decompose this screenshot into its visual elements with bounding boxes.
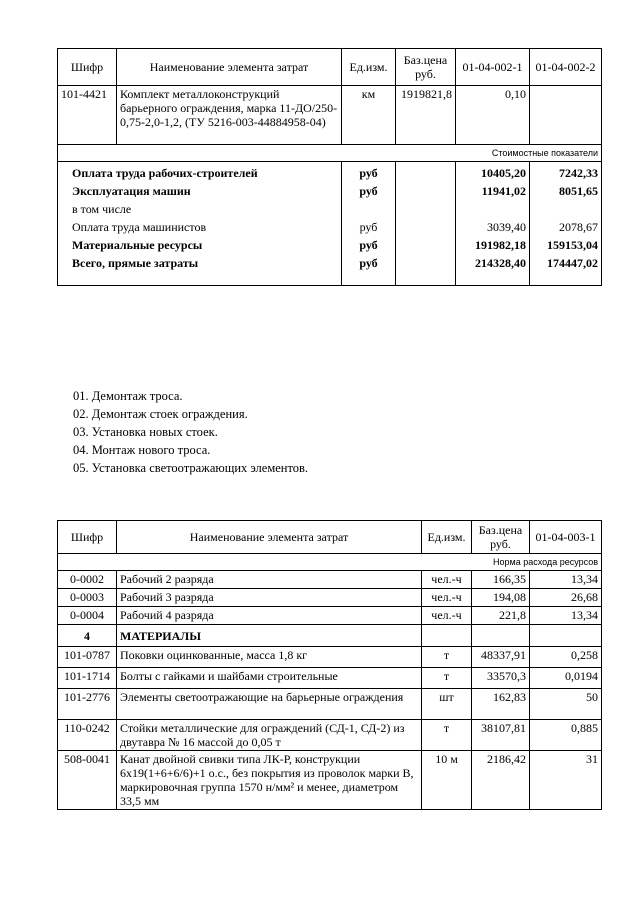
name-cell: Оплата труда машинистов bbox=[58, 219, 342, 237]
code-cell: 0-0004 bbox=[58, 607, 117, 625]
value-cell: 159153,04 bbox=[530, 237, 602, 255]
unit-cell: км bbox=[342, 86, 396, 145]
name-cell: Комплект металлоконструкций барьерного ограждения, марка 11-ДО/250-0,75-2,0-1,2, (ТУ 5216-003-44884958-04) bbox=[117, 86, 342, 145]
price-cell bbox=[396, 183, 456, 201]
value-cell: 13,34 bbox=[530, 571, 602, 589]
price-cell: 48337,91 bbox=[472, 647, 530, 668]
column-header: 01-04-002-1 bbox=[456, 49, 530, 86]
name-cell: Элементы светоотражающие на барьерные ограждения bbox=[117, 689, 422, 720]
section-row bbox=[58, 145, 602, 162]
value-cell: 3039,40 bbox=[456, 219, 530, 237]
unit-cell: чел.-ч bbox=[422, 571, 472, 589]
section-row bbox=[58, 554, 602, 571]
name-cell: Поковки оцинкованные, масса 1,8 кг bbox=[117, 647, 422, 668]
value-cell: 26,68 bbox=[530, 589, 602, 607]
value-cell: 174447,02 bbox=[530, 255, 602, 273]
value-cell: 50 bbox=[530, 689, 602, 720]
value-cell: 7242,33 bbox=[530, 162, 602, 184]
works-list bbox=[73, 387, 308, 477]
value-cell: 13,34 bbox=[530, 607, 602, 625]
name-cell: Оплата труда рабочих-строителей bbox=[58, 162, 342, 184]
work-item: 05. Установка светоотражающих элементов. bbox=[73, 461, 309, 475]
price-cell bbox=[396, 162, 456, 184]
name-cell bbox=[58, 273, 342, 286]
table-row bbox=[58, 607, 602, 625]
value-cell: 10405,20 bbox=[456, 162, 530, 184]
table-row bbox=[58, 571, 602, 589]
value-cell bbox=[342, 273, 396, 286]
value-cell: 31 bbox=[530, 751, 602, 810]
table-row bbox=[58, 201, 602, 219]
table-row bbox=[58, 237, 602, 255]
column-header: Шифр bbox=[58, 49, 117, 86]
table-row bbox=[58, 751, 602, 810]
price-cell: 1919821,8 bbox=[396, 86, 456, 145]
price-cell bbox=[396, 237, 456, 255]
price-cell bbox=[472, 625, 530, 647]
value-cell: 0,258 bbox=[530, 647, 602, 668]
price-cell: 2186,42 bbox=[472, 751, 530, 810]
table-row bbox=[58, 589, 602, 607]
column-header: Наименование элемента затрат bbox=[117, 49, 342, 86]
value-cell bbox=[530, 625, 602, 647]
value-cell: 0,0194 bbox=[530, 668, 602, 689]
name-cell: Рабочий 4 разряда bbox=[117, 607, 422, 625]
work-item: 01. Демонтаж троса. bbox=[73, 389, 183, 403]
name-cell: Канат двойной свивки типа ЛК-Р, конструкции 6х19(1+6+6/6)+1 о.с., без покрытия из проволок марки В, маркировочная группа 1570 н/мм² и менее, диаметром 33,5 мм bbox=[117, 751, 422, 810]
price-cell bbox=[396, 201, 456, 219]
name-cell: Рабочий 2 разряда bbox=[117, 571, 422, 589]
cost-table-01-04-002 bbox=[57, 48, 602, 286]
value-cell: 0,10 bbox=[456, 86, 530, 145]
code-cell: 101-4421 bbox=[58, 86, 117, 145]
work-item: 02. Демонтаж стоек ограждения. bbox=[73, 407, 248, 421]
table-row bbox=[58, 668, 602, 689]
work-item: 03. Установка новых стоек. bbox=[73, 425, 218, 439]
price-cell: 166,35 bbox=[472, 571, 530, 589]
column-header: Баз.цена руб. bbox=[472, 521, 530, 554]
value-cell bbox=[456, 201, 530, 219]
table-row bbox=[58, 162, 602, 184]
code-cell: 0-0002 bbox=[58, 571, 117, 589]
table-row bbox=[58, 219, 602, 237]
name-cell: Стойки металлические для ограждений (СД-1, СД-2) из двутавра № 16 массой до 0,05 т bbox=[117, 720, 422, 751]
unit-cell: чел.-ч bbox=[422, 607, 472, 625]
column-header: 01-04-002-2 bbox=[530, 49, 602, 86]
column-header: Шифр bbox=[58, 521, 117, 554]
resource-table-01-04-003 bbox=[57, 520, 602, 810]
unit-cell: руб bbox=[342, 237, 396, 255]
column-header: Ед.изм. bbox=[422, 521, 472, 554]
name-cell: Материальные ресурсы bbox=[58, 237, 342, 255]
price-cell: 162,83 bbox=[472, 689, 530, 720]
name-cell: Всего, прямые затраты bbox=[58, 255, 342, 273]
unit-cell: руб bbox=[342, 219, 396, 237]
price-cell: 221,8 bbox=[472, 607, 530, 625]
value-cell: 214328,40 bbox=[456, 255, 530, 273]
value-cell: 8051,65 bbox=[530, 183, 602, 201]
price-cell: 194,08 bbox=[472, 589, 530, 607]
value-cell bbox=[396, 273, 456, 286]
value-cell: 191982,18 bbox=[456, 237, 530, 255]
table-row bbox=[58, 86, 602, 145]
value-cell bbox=[530, 273, 602, 286]
code-cell: 508-0041 bbox=[58, 751, 117, 810]
unit-cell: руб bbox=[342, 255, 396, 273]
work-item: 04. Монтаж нового троса. bbox=[73, 443, 211, 457]
section-label: Стоимостные показатели bbox=[58, 145, 602, 162]
code-cell: 0-0003 bbox=[58, 589, 117, 607]
name-cell: МАТЕРИАЛЫ bbox=[117, 625, 422, 647]
materials-header-row bbox=[58, 625, 602, 647]
value-cell: 11941,02 bbox=[456, 183, 530, 201]
unit-cell: чел.-ч bbox=[422, 589, 472, 607]
code-cell: 101-1714 bbox=[58, 668, 117, 689]
name-cell: в том числе bbox=[58, 201, 342, 219]
unit-cell bbox=[422, 625, 472, 647]
section-label: Норма расхода ресурсов bbox=[58, 554, 602, 571]
unit-cell: т bbox=[422, 668, 472, 689]
price-cell: 33570,3 bbox=[472, 668, 530, 689]
code-cell: 4 bbox=[58, 625, 117, 647]
value-cell: 2078,67 bbox=[530, 219, 602, 237]
name-cell: Болты с гайками и шайбами строительные bbox=[117, 668, 422, 689]
value-cell bbox=[530, 201, 602, 219]
unit-cell: 10 м bbox=[422, 751, 472, 810]
price-cell bbox=[396, 255, 456, 273]
unit-cell: шт bbox=[422, 689, 472, 720]
column-header: Наименование элемента затрат bbox=[117, 521, 422, 554]
table-row bbox=[58, 689, 602, 720]
table-row bbox=[58, 273, 602, 286]
unit-cell bbox=[342, 201, 396, 219]
name-cell: Эксплуатация машин bbox=[58, 183, 342, 201]
price-cell: 38107,81 bbox=[472, 720, 530, 751]
code-cell: 101-0787 bbox=[58, 647, 117, 668]
table-row bbox=[58, 255, 602, 273]
column-header: 01-04-003-1 bbox=[530, 521, 602, 554]
unit-cell: руб bbox=[342, 162, 396, 184]
value-cell bbox=[456, 273, 530, 286]
unit-cell: т bbox=[422, 720, 472, 751]
code-cell: 101-2776 bbox=[58, 689, 117, 720]
unit-cell: руб bbox=[342, 183, 396, 201]
unit-cell: т bbox=[422, 647, 472, 668]
column-header: Баз.цена руб. bbox=[396, 49, 456, 86]
column-header: Ед.изм. bbox=[342, 49, 396, 86]
table-row bbox=[58, 720, 602, 751]
table-row bbox=[58, 647, 602, 668]
code-cell: 110-0242 bbox=[58, 720, 117, 751]
table-row bbox=[58, 183, 602, 201]
price-cell bbox=[396, 219, 456, 237]
value-cell: 0,885 bbox=[530, 720, 602, 751]
name-cell: Рабочий 3 разряда bbox=[117, 589, 422, 607]
value-cell bbox=[530, 86, 602, 145]
